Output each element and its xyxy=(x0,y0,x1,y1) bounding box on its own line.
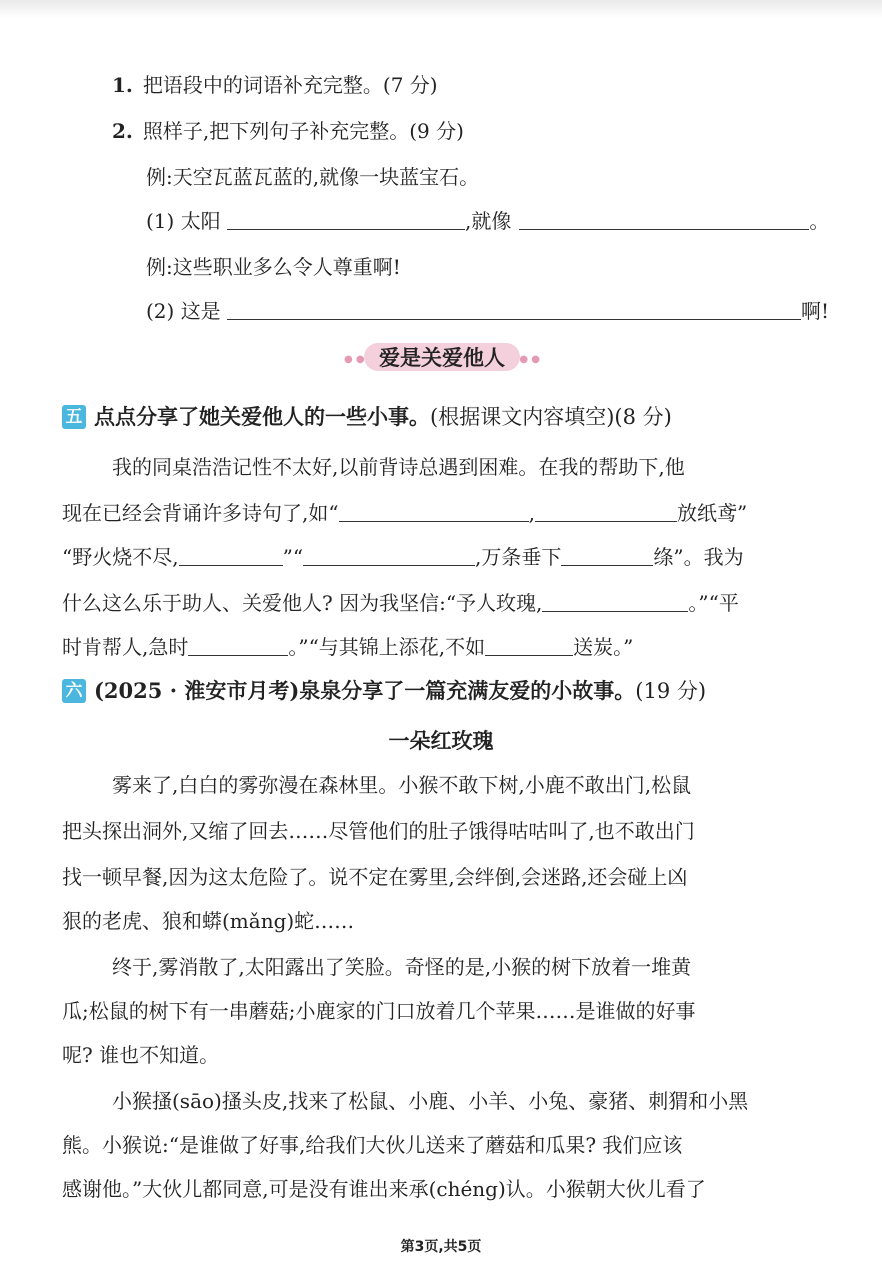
text: “野火烧不尽, xyxy=(62,545,179,569)
text: 什么这么乐于助人、关爱他人? 因为我坚信:“予人玫瑰, xyxy=(62,591,543,615)
question-number: 1. xyxy=(112,73,133,97)
answer-blank[interactable] xyxy=(339,499,529,522)
answer-blank[interactable] xyxy=(561,543,653,566)
question-2 xyxy=(112,116,464,146)
q5-line-3 xyxy=(62,542,744,572)
sentence-text: 。 xyxy=(809,209,830,233)
question-6-heading xyxy=(62,676,706,706)
story-title: 一朵红玫瑰 xyxy=(388,728,494,753)
text: 放纸鸢” xyxy=(676,501,748,525)
answer-blank[interactable] xyxy=(542,589,688,612)
question-text: 把语段中的词语补充完整。(7 分) xyxy=(142,73,438,97)
text: 送炭。” xyxy=(573,635,634,659)
question-score: (根据课文内容填空)(8 分) xyxy=(430,405,672,429)
scan-shadow xyxy=(0,0,882,18)
answer-blank[interactable] xyxy=(227,297,801,320)
q5-line-1: 我的同桌浩浩记性不太好,以前背诗总遇到困难。在我的帮助下,他 xyxy=(112,455,685,479)
question-5-heading xyxy=(62,402,672,432)
page-number: 第3页,共5页 xyxy=(400,1239,482,1255)
question-1 xyxy=(112,70,438,100)
example-2: 例:这些职业多么令人尊重啊! xyxy=(146,255,401,279)
banner-dot-left: ● ● xyxy=(344,354,365,365)
sentence-2 xyxy=(146,296,829,326)
story-line: 瓜;松鼠的树下有一串蘑菇;小鹿家的门口放着几个苹果……是谁做的好事 xyxy=(62,999,696,1023)
q5-line-4 xyxy=(62,588,739,618)
question-title: 点点分享了她关爱他人的一些小事。 xyxy=(94,404,430,429)
story-line: 熊。小猴说:“是谁做了好事,给我们大伙儿送来了蘑菇和瓜果? 我们应该 xyxy=(62,1133,683,1157)
question-number: 2. xyxy=(112,119,133,143)
sentence-label: (1) 太阳 xyxy=(146,209,221,233)
story-line: 呢? 谁也不知道。 xyxy=(62,1043,220,1067)
question-badge: 六 xyxy=(62,679,86,703)
q5-line-5 xyxy=(62,632,633,662)
text: , xyxy=(528,501,535,525)
question-score: (19 分) xyxy=(635,679,707,703)
answer-blank[interactable] xyxy=(227,207,465,230)
story-line: 小猴搔(sāo)搔头皮,找来了松鼠、小鹿、小羊、小兔、豪猪、刺猬和小黑 xyxy=(112,1089,749,1113)
answer-blank[interactable] xyxy=(519,207,809,230)
text: 现在已经会背诵许多诗句了,如“ xyxy=(62,501,339,525)
text: 绦”。我为 xyxy=(653,545,744,569)
sentence-text: 啊! xyxy=(801,299,830,323)
sentence-text: ,就像 xyxy=(465,209,512,233)
banner-title: 爱是关爱他人 xyxy=(379,345,505,370)
answer-blank[interactable] xyxy=(179,543,283,566)
sentence-label: (2) 这是 xyxy=(146,299,221,323)
story-line: 把头探出洞外,又缩了回去……尽管他们的肚子饿得咕咕叫了,也不敢出门 xyxy=(62,819,695,843)
story-line: 感谢他。”大伙儿都同意,可是没有谁出来承(chéng)认。小猴朝大伙儿看了 xyxy=(62,1177,706,1201)
answer-blank[interactable] xyxy=(535,499,677,522)
story-line: 雾来了,白白的雾弥漫在森林里。小猴不敢下树,小鹿不敢出门,松鼠 xyxy=(112,773,692,797)
question-title: (2025 · 淮安市月考)泉泉分享了一篇充满友爱的小故事。 xyxy=(94,678,636,703)
question-badge: 五 xyxy=(62,405,86,429)
text: ”“ xyxy=(282,545,304,569)
story-line: 终于,雾消散了,太阳露出了笑脸。奇怪的是,小猴的树下放着一堆黄 xyxy=(112,955,692,979)
answer-blank[interactable] xyxy=(303,543,475,566)
story-line: 找一顿早餐,因为这太危险了。说不定在雾里,会绊倒,会迷路,还会碰上凶 xyxy=(62,865,688,889)
q5-line-2 xyxy=(62,498,747,528)
banner-dot-right: ● ● xyxy=(519,354,540,365)
section-banner xyxy=(342,340,542,374)
answer-blank[interactable] xyxy=(188,633,288,656)
text: 。”“与其锦上添花,不如 xyxy=(288,635,486,659)
text: 。”“平 xyxy=(688,591,739,615)
example-1: 例:天空瓦蓝瓦蓝的,就像一块蓝宝石。 xyxy=(146,165,480,189)
story-line: 狠的老虎、狼和蟒(mǎng)蛇…… xyxy=(62,909,355,933)
answer-blank[interactable] xyxy=(485,633,573,656)
sentence-1 xyxy=(146,206,829,236)
question-text: 照样子,把下列句子补充完整。(9 分) xyxy=(142,119,464,143)
text: 时肯帮人,急时 xyxy=(62,635,189,659)
text: ,万条垂下 xyxy=(475,545,562,569)
